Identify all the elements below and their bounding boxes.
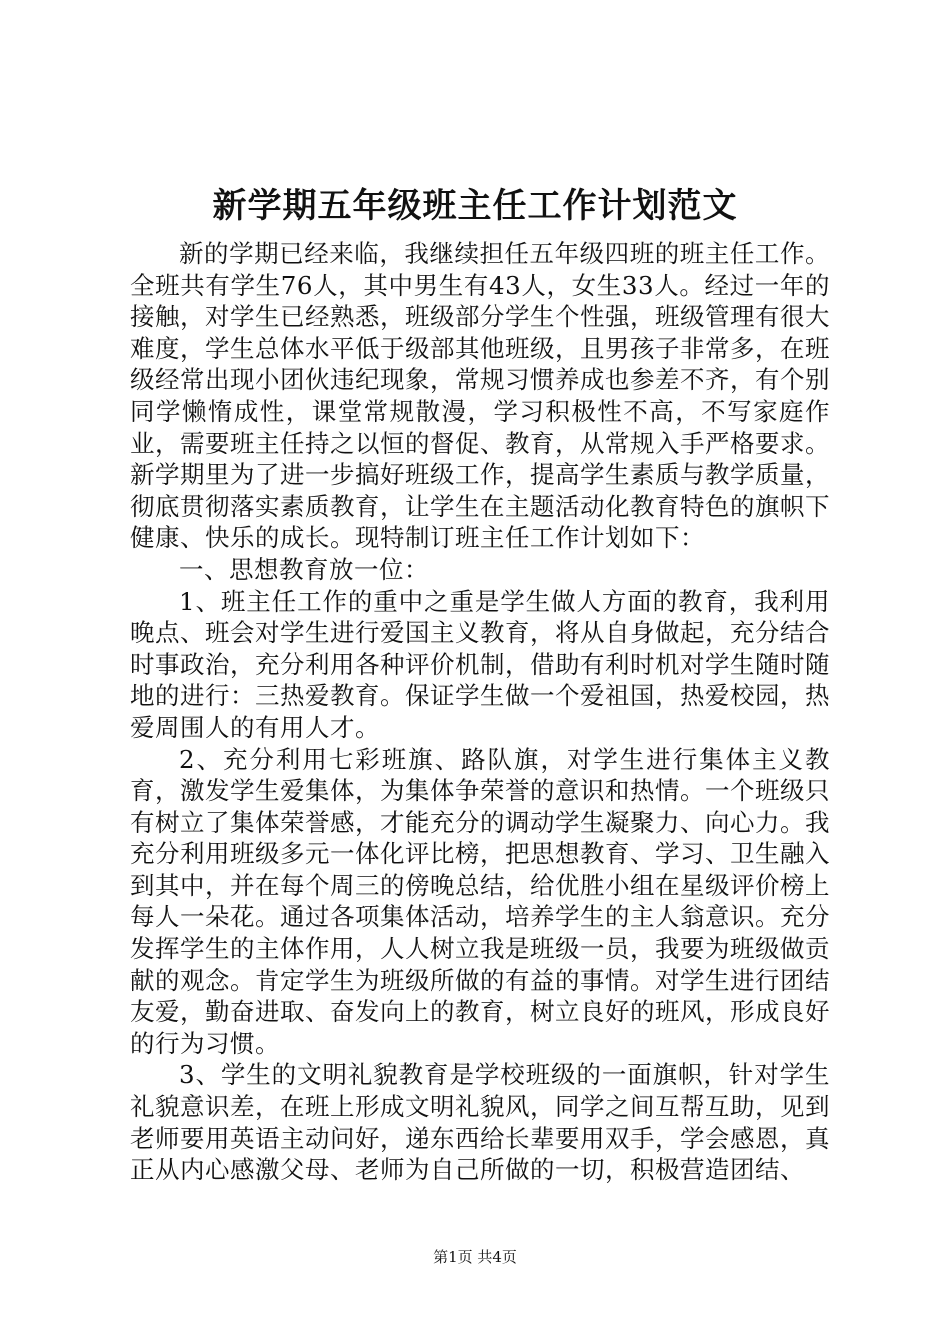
page-number-footer: 第1页 共4页 (433, 1248, 517, 1266)
intro-paragraph: 新的学期已经来临，我继续担任五年级四班的班主任工作。全班共有学生76人，其中男生有43人，女生33人。经过一年的接触，对学生已经熟悉，班级部分学生个性强，班级管理有很大难度，学生总体水平低于级部其他班级，且男孩子非常多，在班级经常出现小团伙违纪现象，常规习惯养成也参差不齐，有个别同学懒惰成性，课堂常规散漫，学习积极性不高，不写家庭作业，需要班主任持之以恒的督促、教育，从常规入手严格要求。新学期里为了进一步搞好班级工作，提高学生素质与教学质量，彻底贯彻落实素质教育，让学生在主题活动化教育特色的旗帜下健康、快乐的成长。现特制订班主任工作计划如下： (130, 239, 830, 553)
document-body (130, 238, 830, 1186)
section-heading: 一、思想教育放一位： (179, 554, 429, 584)
item-3-paragraph: 3、学生的文明礼貌教育是学校班级的一面旗帜，针对学生礼貌意识差，在班上形成文明礼貌风，同学之间互帮互助，见到老师要用英语主动问好，递东西给长辈要用双手，学会感恩，真正从内心感激父母、老师为自己所做的一切，积极营造团结、 (130, 1060, 830, 1185)
item-2-paragraph: 2、充分利用七彩班旗、路队旗，对学生进行集体主义教育，激发学生爱集体，为集体争荣誉的意识和热情。一个班级只有树立了集体荣誉感，才能充分的调动学生凝聚力、向心力。我充分利用班级多元一体化评比榜，把思想教育、学习、卫生融入到其中，并在每个周三的傍晚总结，给优胜小组在星级评价榜上每人一朵花。通过各项集体活动，培养学生的主人翁意识。充分发挥学生的主体作用，人人树立我是班级一员，我要为班级做贡献的观念。肯定学生为班级所做的有益的事情。对学生进行团结友爱，勤奋进取、奋发向上的教育，树立良好的班风，形成良好的行为习惯。 (130, 744, 830, 1058)
item-1-paragraph: 1、班主任工作的重中之重是学生做人方面的教育，我利用晚点、班会对学生进行爱国主义教育，将从自身做起，充分结合时事政治，充分利用各种评价机制，借助有利时机对学生随时随地的进行：三热爱教育。保证学生做一个爱祖国，热爱校园，热爱周围人的有用人才。 (130, 586, 830, 742)
document-title: 新学期五年级班主任工作计划范文 (212, 186, 738, 226)
